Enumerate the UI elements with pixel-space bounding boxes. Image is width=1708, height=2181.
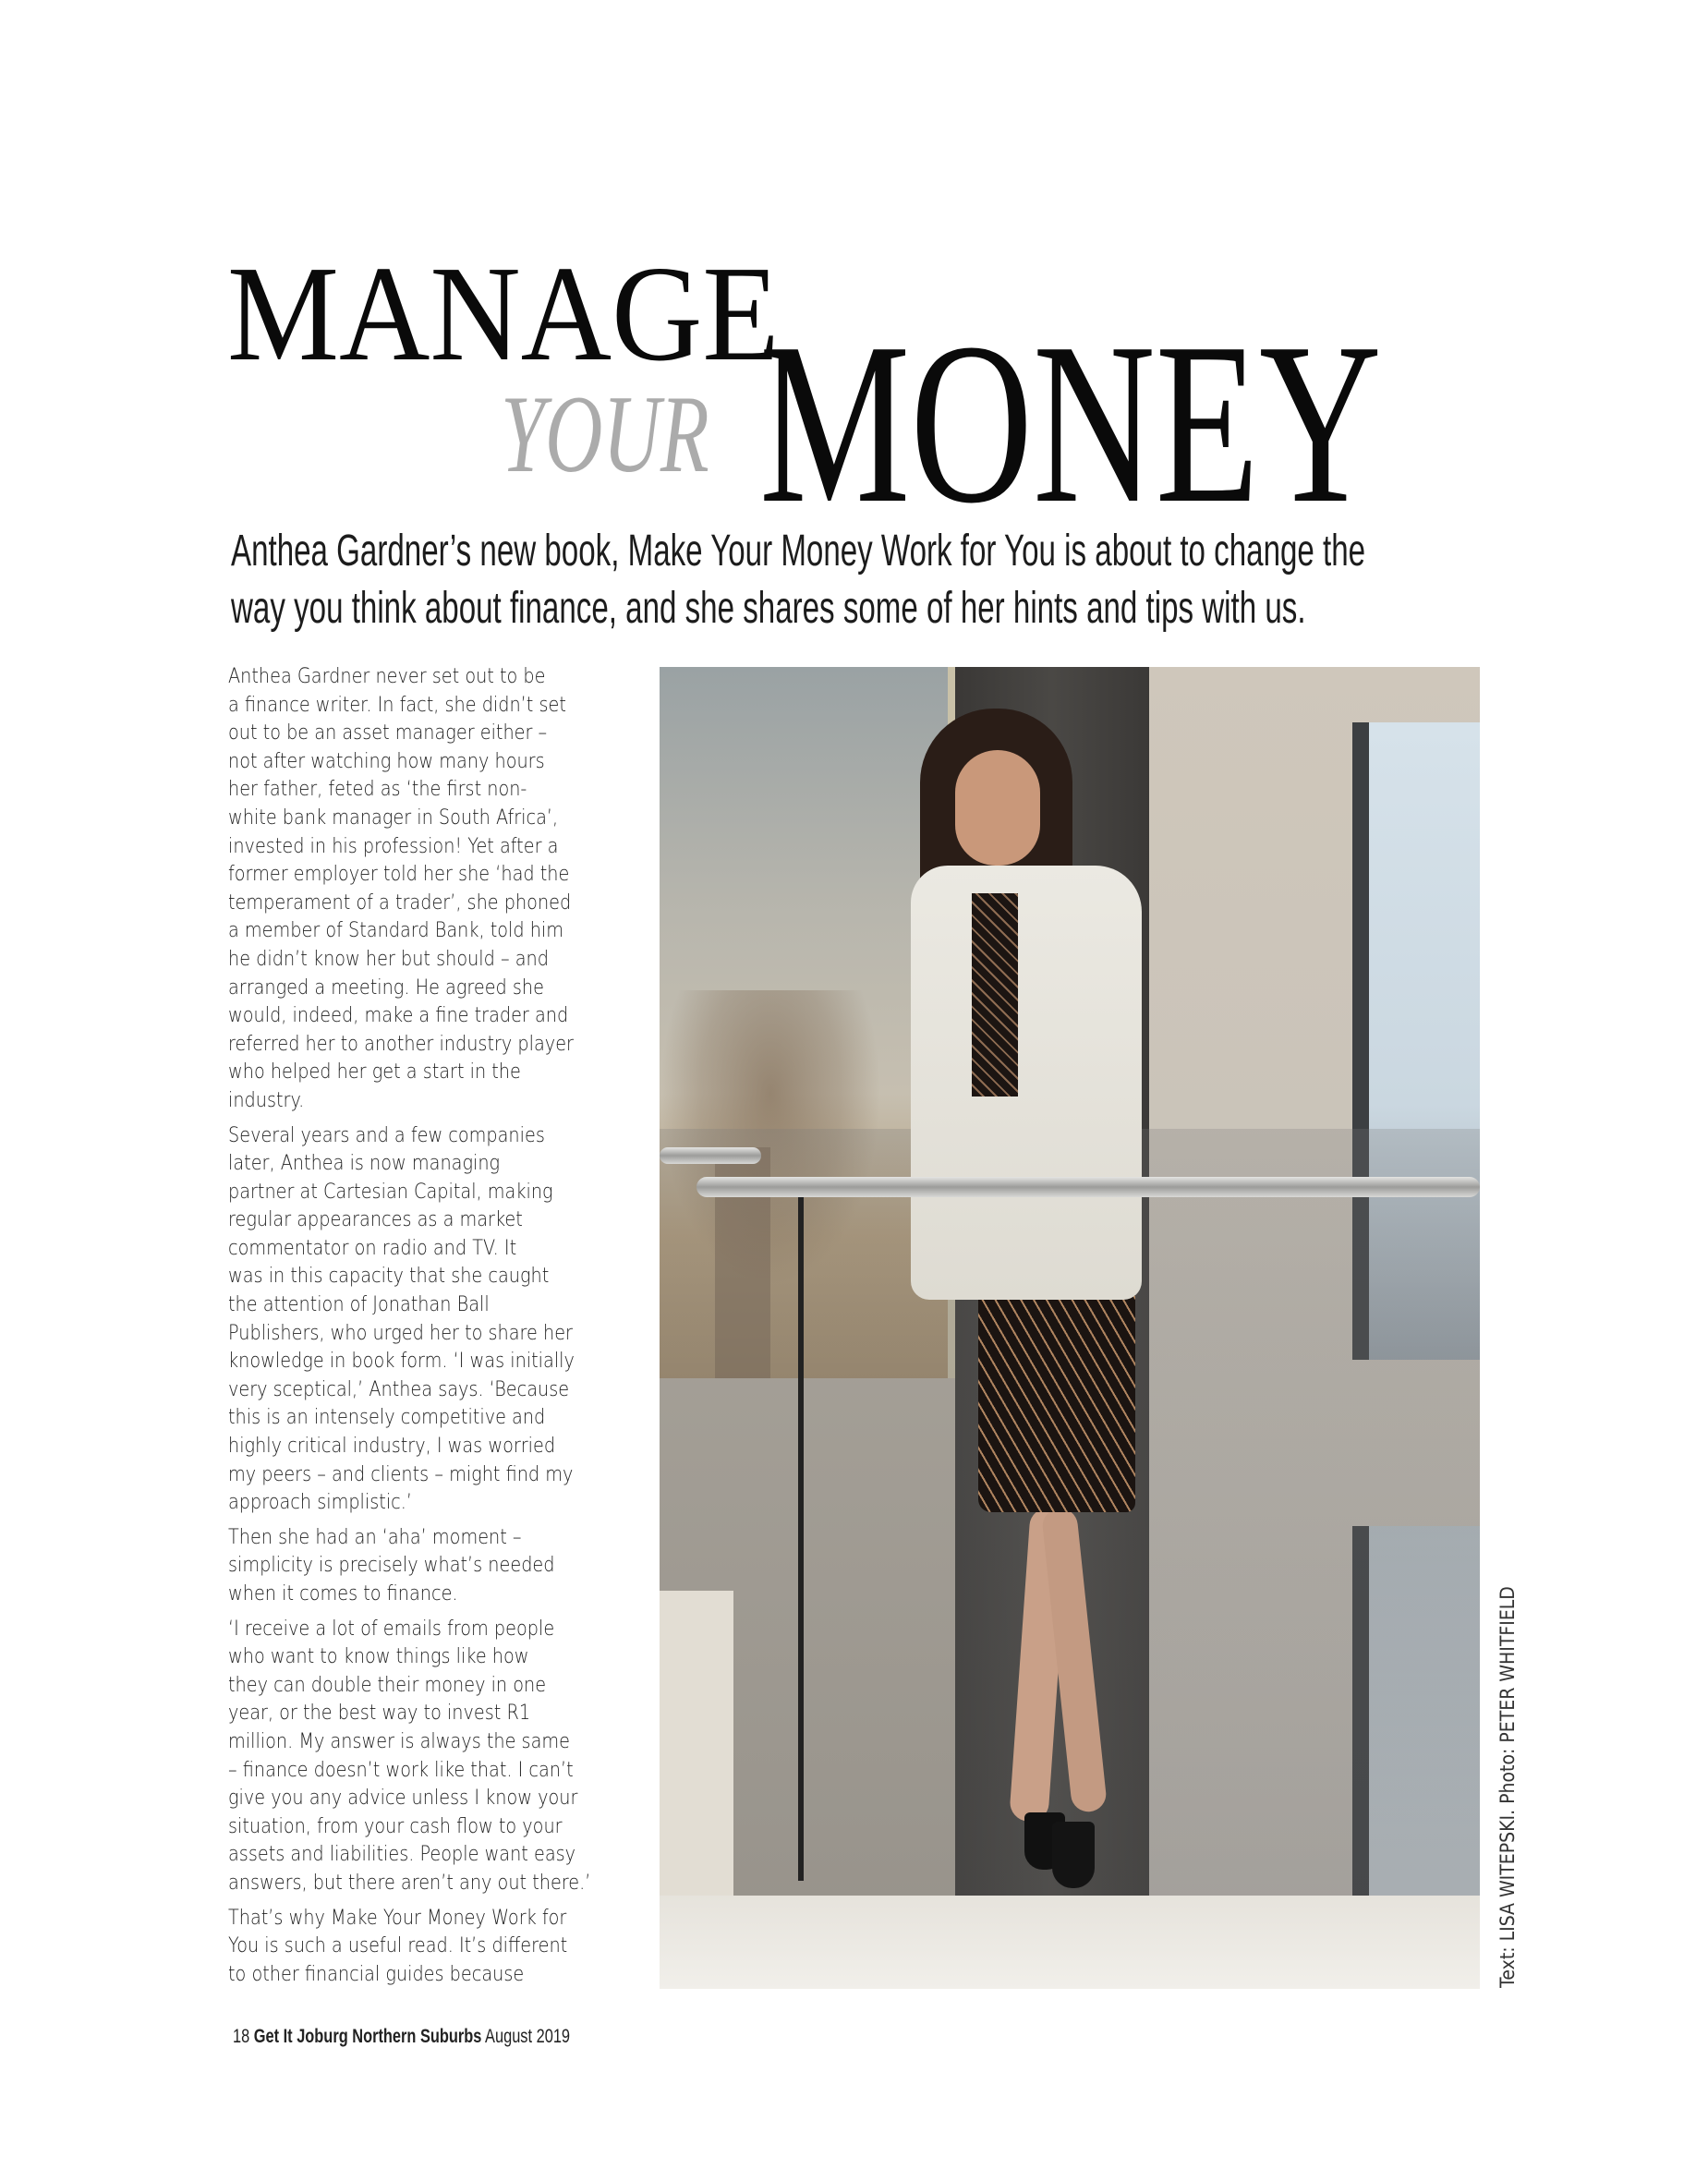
headline-word-manage: MANAGE bbox=[227, 238, 780, 390]
text-line: Then she had an ‘aha’ moment – bbox=[228, 1525, 522, 1549]
page-footer bbox=[233, 2026, 570, 2048]
text-line: white bank manager in South Africa’, bbox=[228, 806, 559, 830]
text-line: my peers – and clients – might find my bbox=[228, 1462, 574, 1486]
text-line: they can double their money in one bbox=[228, 1673, 547, 1697]
text-line: Publishers, who urged her to share her bbox=[228, 1321, 573, 1345]
photo-subject-face bbox=[955, 750, 1040, 866]
text-line: the attention of Jonathan Ball bbox=[228, 1293, 490, 1317]
text-line: give you any advice unless I know your bbox=[228, 1787, 578, 1811]
text-line: simplicity is precisely what’s needed bbox=[228, 1554, 555, 1578]
text-line: – finance doesn’t work like that. I can’t bbox=[228, 1758, 574, 1782]
text-line: answers, but there aren’t any out there.’ bbox=[228, 1871, 591, 1895]
headline-word-money: MONEY bbox=[759, 296, 1382, 551]
photo-subject-skirt bbox=[978, 1295, 1135, 1512]
standfirst bbox=[231, 523, 1366, 637]
standfirst-line: way you think about finance, and she shares some of her hints and tips with us. bbox=[231, 584, 1306, 633]
paragraph bbox=[228, 1122, 633, 1518]
photo-floor bbox=[660, 1896, 1480, 1989]
text-line: industry. bbox=[228, 1088, 305, 1112]
text-line: ‘I receive a lot of emails from people bbox=[228, 1617, 555, 1641]
text-line: referred her to another industry player bbox=[228, 1032, 574, 1056]
text-line: Several years and a few companies bbox=[228, 1123, 545, 1147]
text-line: arranged a meeting. He agreed she bbox=[228, 975, 544, 1000]
photo-subject-top bbox=[972, 893, 1018, 1097]
paragraph bbox=[228, 1616, 633, 1898]
text-line: would, indeed, make a fine trader and bbox=[228, 1004, 569, 1028]
text-line: former employer told her she ‘had the bbox=[228, 863, 570, 887]
text-line: he didn’t know her but should – and bbox=[228, 947, 549, 971]
text-line: commentator on radio and TV. It bbox=[228, 1236, 517, 1260]
text-line: a finance writer. In fact, she didn’t set bbox=[228, 693, 566, 717]
text-line: approach simplistic.’ bbox=[228, 1491, 413, 1515]
photo-glass-edge bbox=[798, 1197, 804, 1881]
text-line: You is such a useful read. It’s different bbox=[228, 1934, 568, 1958]
text-line: who want to know things like how bbox=[228, 1645, 529, 1669]
text-line: a member of Standard Bank, told him bbox=[228, 919, 564, 943]
paragraph bbox=[228, 1905, 633, 1990]
text-line: to other financial guides because bbox=[228, 1962, 525, 1986]
standfirst-line: Anthea Gardner’s new book, Make Your Money Work for You is about to change the bbox=[231, 527, 1366, 576]
text-line: later, Anthea is now managing bbox=[228, 1152, 501, 1176]
photo-subject-shoe bbox=[1052, 1822, 1095, 1888]
text-line: assets and liabilities. People want easy bbox=[228, 1843, 576, 1867]
paragraph bbox=[228, 1524, 633, 1609]
text-line: regular appearances as a market bbox=[228, 1208, 523, 1232]
issue-date: August 2019 bbox=[485, 2026, 571, 2047]
text-line: Anthea Gardner never set out to be bbox=[228, 665, 546, 688]
text-line: very sceptical,’ Anthea says. ‘Because bbox=[228, 1377, 570, 1401]
text-line: year, or the best way to invest R1 bbox=[228, 1702, 531, 1726]
text-line: was in this capacity that she caught bbox=[228, 1265, 550, 1289]
headline-word-your: YOUR bbox=[501, 372, 709, 495]
photo-subject-blazer bbox=[911, 866, 1142, 1300]
paragraph bbox=[228, 663, 633, 1116]
article-body bbox=[228, 663, 633, 1995]
text-line: knowledge in book form. ‘I was initially bbox=[228, 1350, 575, 1374]
text-line: situation, from your cash flow to your bbox=[228, 1814, 563, 1838]
text-line: highly critical industry, I was worried bbox=[228, 1435, 556, 1459]
text-line: invested in his profession! Yet after a bbox=[228, 834, 559, 858]
page-number: 18 bbox=[233, 2026, 250, 2047]
text-line: who helped her get a start in the bbox=[228, 1060, 521, 1084]
text-line: out to be an asset manager either – bbox=[228, 721, 548, 745]
photo-handrail-short bbox=[660, 1147, 761, 1164]
text-line: million. My answer is always the same bbox=[228, 1729, 570, 1753]
text-line: not after watching how many hours bbox=[228, 749, 545, 773]
text-line: when it comes to finance. bbox=[228, 1582, 458, 1605]
text-line: her father, feted as ‘the first non- bbox=[228, 778, 527, 802]
portrait-photo bbox=[660, 667, 1480, 1989]
text-line: partner at Cartesian Capital, making bbox=[228, 1180, 553, 1204]
publication-name: Get It Joburg Northern Suburbs bbox=[253, 2026, 482, 2047]
text-line: That’s why Make Your Money Work for bbox=[228, 1906, 567, 1930]
photo-credit: Text: LISA WITEPSKI. Photo: PETER WHITFIELD bbox=[1496, 1586, 1519, 1988]
text-line: this is an intensely competitive and bbox=[228, 1406, 546, 1430]
photo-handrail bbox=[697, 1177, 1480, 1197]
text-line: temperament of a trader’, she phoned bbox=[228, 891, 572, 915]
